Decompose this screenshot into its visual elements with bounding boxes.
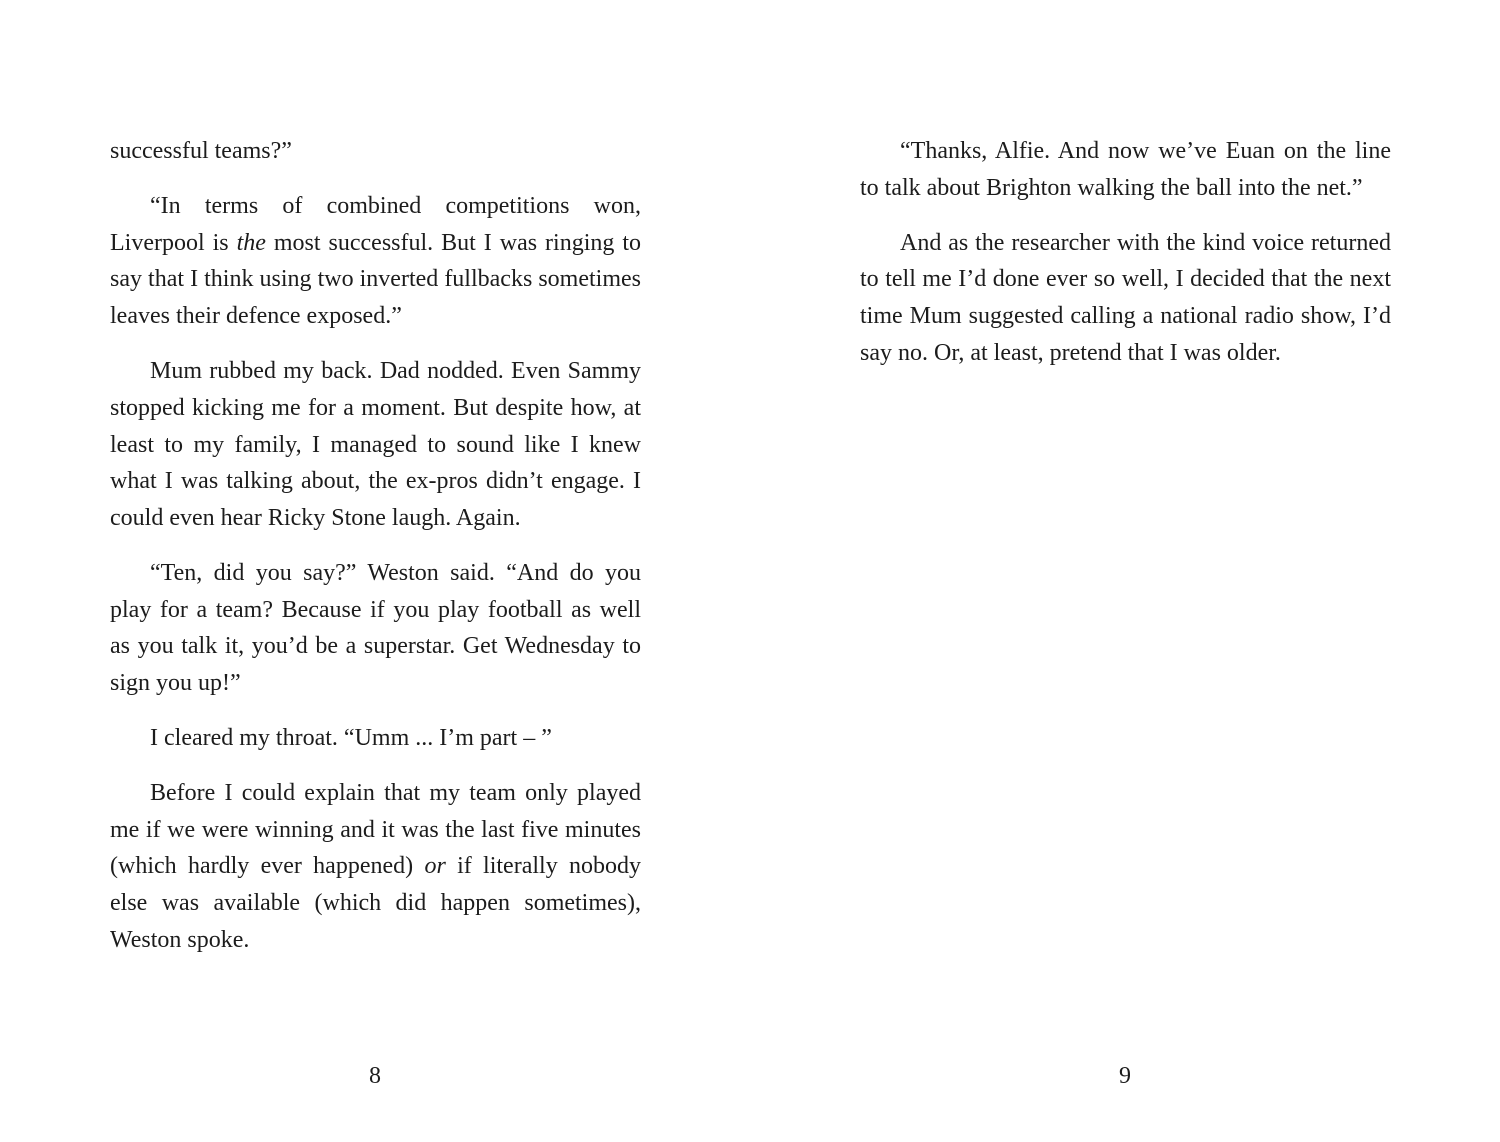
text-run: if literally nobody else was available (which did happen sometimes), Weston spoke.	[110, 853, 642, 953]
paragraph: And as the researcher with the kind voice returned to tell me I’d done ever so well, I decided that the next time Mum suggested calling a national radio show, I’d say no. Or, at least, pretend that I was older.	[860, 229, 1391, 366]
right-page	[750, 0, 1500, 1142]
right-page-text	[860, 133, 1391, 390]
paragraph: “Thanks, Alfie. And now we’ve Euan on the line to talk about Brighton walking the ball into the net.”	[860, 138, 1391, 201]
paragraph: I cleared my throat. “Umm ... I’m part – ”	[150, 725, 552, 752]
paragraph: “Ten, did you say?” Weston said. “And do you play for a team? Because if you play football as well as you talk it, you’d be a superstar. Get Wednesday to sign you up!”	[110, 559, 641, 697]
paragraph: successful teams?”	[110, 138, 292, 164]
paragraph	[110, 775, 641, 959]
paragraph	[110, 188, 641, 335]
paragraph: Mum rubbed my back. Dad nodded. Even Sammy stopped kicking me for a moment. But despite how, at least to my family, I managed to sound like I knew what I was talking about, the ex-pros didn’t engage. I could even hear Ricky Stone laugh. Again.	[110, 358, 641, 531]
page-number: 9	[1119, 1063, 1131, 1089]
left-page-text	[110, 133, 641, 977]
text-run: “In terms of combined competitions won, Liverpool is	[110, 193, 641, 256]
text-run: Before I could explain that my team only played me if we were winning and it was the last five minutes (which hardly ever happened)	[110, 780, 641, 880]
page-number: 8	[369, 1063, 381, 1089]
emphasis-text: or	[424, 853, 446, 880]
emphasis-text: the	[236, 229, 266, 256]
text-run: most successful. But I was ringing to say that I think using two inverted fullbacks sometimes leaves their defence exposed.”	[110, 229, 641, 330]
